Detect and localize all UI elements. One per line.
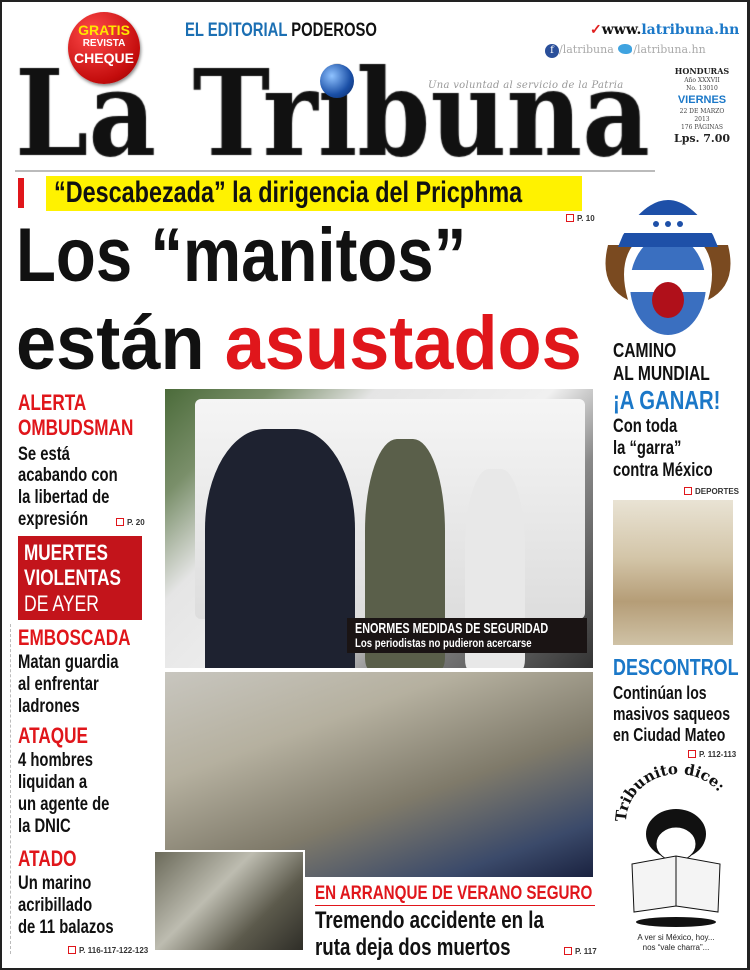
story-text: Tremendo accidente en la <box>315 906 544 934</box>
box-line: VIOLENTAS <box>24 565 121 591</box>
social-links <box>545 43 706 58</box>
story-kicker: ATAQUE <box>18 723 88 748</box>
country: HONDURAS <box>674 66 730 76</box>
story-text: liquidan a <box>18 772 88 794</box>
tagline: Una voluntad al servicio de la Patria <box>428 80 624 91</box>
story-text: 4 hombres <box>18 750 93 772</box>
story-text: ruta deja dos muertos <box>315 934 511 962</box>
fan-illustration <box>598 175 738 340</box>
tribunito-quote: A ver si México, hoy... <box>637 933 715 942</box>
story-text: un agente de <box>18 793 110 815</box>
descontrol-story[interactable] <box>613 654 741 746</box>
story-text: acabando con <box>18 465 118 487</box>
story-text: al enfrentar <box>18 674 99 696</box>
story-kicker: EN ARRANQUE DE VERANO SEGURO <box>315 883 593 904</box>
pages: 176 PÁGINAS <box>680 124 724 132</box>
editorial-label: PODEROSO <box>291 20 377 41</box>
badge-line: REVISTA <box>82 38 126 50</box>
web-domain: latribuna.hn <box>641 22 740 38</box>
story-text: acribillado <box>18 895 93 917</box>
website-link[interactable] <box>590 22 739 39</box>
ataque-story[interactable] <box>18 723 148 838</box>
story-kicker: AL MUNDIAL <box>613 363 710 385</box>
accident-photo[interactable] <box>153 850 305 952</box>
page-ref: P. 10 <box>566 214 595 224</box>
price: Lps. 7.00 <box>673 132 731 146</box>
check-icon: ✓ <box>590 22 602 38</box>
story-text: la DNIC <box>18 815 71 837</box>
tribunito-cartoon[interactable] <box>612 762 740 962</box>
twitter-handle[interactable]: /latribuna.hn <box>633 43 706 56</box>
tribunito-illustration <box>612 762 740 928</box>
page-ref: P. 20 <box>116 518 145 528</box>
box-line: MUERTES <box>24 540 108 565</box>
headline-text: Los “manitos” <box>16 213 467 298</box>
story-kicker: OMBUDSMAN <box>18 415 134 441</box>
facebook-handle[interactable]: /latribuna <box>559 43 614 56</box>
story-text: ladrones <box>18 695 80 717</box>
looting-photo[interactable] <box>613 500 733 645</box>
badge-line: CHEQUE <box>74 49 134 66</box>
headline-text: están <box>16 301 205 386</box>
ombudsman-story[interactable] <box>18 390 148 531</box>
lead-kicker[interactable] <box>18 175 598 212</box>
story-text: Con toda <box>613 415 678 437</box>
headline-text-red: asustados <box>224 301 582 386</box>
page-ref: P. 116-117-122-123 <box>68 946 148 956</box>
story-text: Continúan los <box>613 683 707 704</box>
badge-line: GRATIS <box>78 22 130 38</box>
caption-title: ENORMES MEDIDAS DE SEGURIDAD <box>355 620 549 637</box>
kicker-text: “Descabezada” la dirigencia del Pricphma <box>54 176 523 209</box>
story-text: la “garra” <box>613 437 682 459</box>
box-line: DE AYER <box>24 590 99 616</box>
story-kicker: ATADO <box>18 846 77 871</box>
story-text: de 11 balazos <box>18 916 114 938</box>
story-text: en Ciudad Mateo <box>613 724 726 745</box>
story-text: la libertad de <box>18 487 110 509</box>
story-kicker: DESCONTROL <box>613 654 739 680</box>
editorial-teaser[interactable] <box>185 20 431 42</box>
date: 22 DE MARZO <box>679 107 725 115</box>
story-text: Se está <box>18 443 70 465</box>
page-ref: P. 112-113 <box>688 750 736 760</box>
caption-sub: Los periodistas no pudieron acercarse <box>355 636 532 651</box>
tribunito-title: Tribunito dice: <box>612 762 729 823</box>
muertes-box[interactable] <box>18 536 142 620</box>
section-ref: DEPORTES <box>684 487 739 497</box>
story-exclaim: ¡A GANAR! <box>613 385 721 415</box>
mundial-story[interactable] <box>613 340 741 481</box>
photo-caption <box>347 618 587 653</box>
gratis-badge[interactable] <box>68 12 140 84</box>
globe-icon <box>320 64 354 98</box>
year-number: 2013 <box>694 115 710 123</box>
story-text: masivos saqueos <box>613 704 731 725</box>
emboscada-story[interactable] <box>18 625 148 718</box>
editorial-label: EL EDITORIAL <box>185 20 288 41</box>
atado-story[interactable] <box>18 846 148 939</box>
headline-line2[interactable] <box>16 300 612 387</box>
story-text: contra México <box>613 459 713 481</box>
tribunito-quote: nos “vale charra”... <box>642 943 710 953</box>
facebook-icon[interactable]: f <box>545 44 559 58</box>
story-kicker: ALERTA <box>18 390 87 415</box>
story-kicker: EMBOSCADA <box>18 625 131 650</box>
story-text: Matan guardia <box>18 652 119 674</box>
issue-number: No. 13010 <box>686 84 718 92</box>
press-photo[interactable] <box>165 672 593 877</box>
story-text: expresión <box>18 509 89 531</box>
edition-info <box>668 66 736 147</box>
twitter-icon[interactable] <box>618 44 632 54</box>
web-prefix: www. <box>601 22 642 38</box>
weekday: VIERNES <box>677 93 727 106</box>
guard-figure <box>205 429 355 668</box>
headline-line1[interactable] <box>16 212 540 299</box>
year: Año XXXVII <box>684 76 720 84</box>
dashed-rule <box>10 624 11 954</box>
story-kicker: CAMINO <box>613 340 677 362</box>
kicker-bar <box>18 178 24 208</box>
page-ref: P. 117 <box>564 947 597 957</box>
story-text: Un marino <box>18 873 92 895</box>
divider <box>15 170 655 172</box>
